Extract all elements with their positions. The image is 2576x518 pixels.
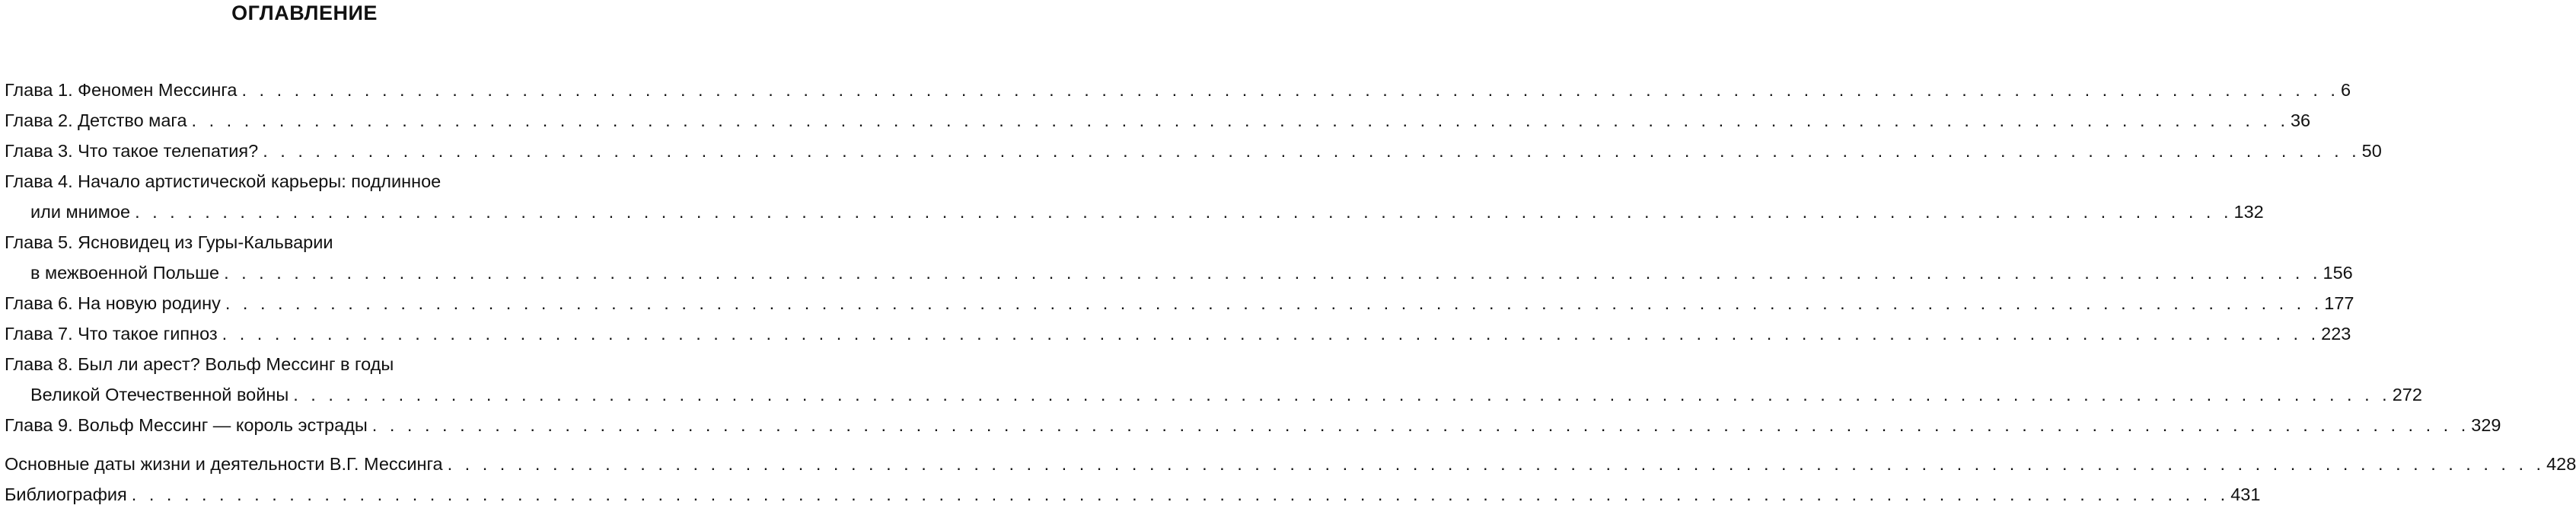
toc-entry — [5, 105, 2311, 136]
toc-entry-title: или мнимое — [30, 197, 135, 227]
dot-leader: . . . . . . . . . . . . . . . . . . . . . . . . . . . . . . . . . . . . . . . . . . . . . . . . . . . . . . . . . . . . . . . . . . . . . . . . . . . . . . . . . . . . . . . . . . . . . . . . . . . . . . . . . . . . . . . . . . . . . . . . — [225, 293, 2323, 313]
toc-entry-title: Глава 5. Ясновидец из Гуры-Кальварии — [5, 232, 333, 252]
toc-page-number: 132 — [2233, 202, 2264, 222]
toc-entry-continuation — [5, 257, 2353, 288]
dot-leader: . . . . . . . . . . . . . . . . . . . . . . . . . . . . . . . . . . . . . . . . . . . . . . . . . . . . . . . . . . . . . . . . . . . . . . . . . . . . . . . . . . . . . . . . . . . . . . . . . . . . . . . . . . . . . . . . . . . . . . . . — [371, 415, 2470, 435]
toc-page-number: 431 — [2230, 484, 2261, 504]
toc-page-number: 329 — [2471, 415, 2501, 435]
toc-page-number: 223 — [2321, 324, 2351, 344]
toc-entry-continuation — [5, 197, 2264, 227]
dot-leader: . . . . . . . . . . . . . . . . . . . . . . . . . . . . . . . . . . . . . . . . . . . . . . . . . . . . . . . . . . . . . . . . . . . . . . . . . . . . . . . . . . . . . . . . . . . . . . . . . . . . . . . . . . . . . . . . . . . . . . . . — [191, 110, 2289, 130]
toc-entry-title: Библиография — [5, 479, 132, 510]
toc-page-number: 36 — [2290, 110, 2311, 130]
toc-entry — [5, 318, 2351, 349]
dot-leader: . . . . . . . . . . . . . . . . . . . . . . . . . . . . . . . . . . . . . . . . . . . . . . . . . . . . . . . . . . . . . . . . . . . . . . . . . . . . . . . . . . . . . . . . . . . . . . . . . . . . . . . . . . . . . . . . . . . . . . . . — [241, 80, 2339, 100]
toc-entry-line — [5, 349, 603, 379]
toc-entry-title: Основные даты жизни и деятельности В.Г. Мессинга — [5, 449, 448, 479]
toc-entry — [5, 227, 2353, 288]
toc-entry-line — [5, 479, 2261, 510]
toc-entry-continuation — [5, 379, 2422, 410]
dot-leader: . . . . . . . . . . . . . . . . . . . . . . . . . . . . . . . . . . . . . . . . . . . . . . . . . . . . . . . . . . . . . . . . . . . . . . . . . . . . . . . . . . . . . . . . . . . . . . . . . . . . . . . . . . . . . . . . . . . . . . . . — [131, 484, 2230, 504]
toc-page-number: 50 — [2361, 141, 2382, 161]
toc-entry-title: Глава 7. Что такое гипноз — [5, 318, 222, 349]
toc-entry-line — [5, 136, 2382, 166]
dot-leader: . . . . . . . . . . . . . . . . . . . . . . . . . . . . . . . . . . . . . . . . . . . . . . . . . . . . . . . . . . . . . . . . . . . . . . . . . . . . . . . . . . . . . . . . . . . . . . . . . . . . . . . . . . . . . . . . . . . . . . . . — [447, 454, 2546, 474]
dot-leader: . . . . . . . . . . . . . . . . . . . . . . . . . . . . . . . . . . . . . . . . . . . . . . . . . . . . . . . . . . . . . . . . . . . . . . . . . . . . . . . . . . . . . . . . . . . . . . . . . . . . . . . . . . . . . . . . . . . . . . . . — [263, 141, 2361, 161]
toc-entry — [5, 166, 2264, 227]
toc-entry-line — [5, 410, 2501, 440]
toc-entry-line — [5, 449, 2576, 479]
toc-entry-title: Глава 3. Что такое телепатия? — [5, 136, 263, 166]
toc-entry-line — [5, 288, 2354, 318]
toc-entry — [5, 349, 2422, 410]
toc-entry — [5, 136, 2382, 166]
toc-entry-line — [5, 166, 603, 197]
toc-entry-line — [5, 227, 603, 257]
toc-page-number: 6 — [2340, 80, 2351, 100]
dot-leader: . . . . . . . . . . . . . . . . . . . . . . . . . . . . . . . . . . . . . . . . . . . . . . . . . . . . . . . . . . . . . . . . . . . . . . . . . . . . . . . . . . . . . . . . . . . . . . . . . . . . . . . . . . . . . . . . . . . . . . . . — [222, 324, 2320, 344]
toc-entry-title: Глава 9. Вольф Мессинг — король эстрады — [5, 410, 372, 440]
toc-entry-title: Великой Отечественной войны — [30, 379, 293, 410]
dot-leader: . . . . . . . . . . . . . . . . . . . . . . . . . . . . . . . . . . . . . . . . . . . . . . . . . . . . . . . . . . . . . . . . . . . . . . . . . . . . . . . . . . . . . . . . . . . . . . . . . . . . . . . . . . . . . . . . . . . . . . . . — [224, 263, 2322, 283]
toc-entry-line — [5, 105, 2311, 136]
toc-entry — [5, 410, 2501, 440]
page-title: ОГЛАВЛЕНИЕ — [231, 2, 378, 24]
dot-leader: . . . . . . . . . . . . . . . . . . . . . . . . . . . . . . . . . . . . . . . . . . . . . . . . . . . . . . . . . . . . . . . . . . . . . . . . . . . . . . . . . . . . . . . . . . . . . . . . . . . . . . . . . . . . . . . . . . . . . . . . — [293, 385, 2391, 404]
toc-entry-title: Глава 8. Был ли арест? Вольф Мессинг в годы — [5, 354, 394, 374]
toc-entry-title: Глава 6. На новую родину — [5, 288, 225, 318]
toc-page-number: 156 — [2323, 263, 2353, 283]
toc-entry-line — [5, 318, 2351, 349]
dot-leader: . . . . . . . . . . . . . . . . . . . . . . . . . . . . . . . . . . . . . . . . . . . . . . . . . . . . . . . . . . . . . . . . . . . . . . . . . . . . . . . . . . . . . . . . . . . . . . . . . . . . . . . . . . . . . . . . . . . . . . . . — [135, 202, 2233, 222]
toc-entry-title: Глава 2. Детство мага — [5, 105, 192, 136]
toc-entry — [5, 288, 2354, 318]
toc-page-number: 428 — [2546, 454, 2576, 474]
toc-page-number: 177 — [2324, 293, 2354, 313]
toc-entry — [5, 479, 2261, 510]
toc-entry — [5, 75, 2351, 105]
toc-page-number: 272 — [2392, 385, 2422, 404]
toc-entry-title: в межвоенной Польше — [30, 257, 224, 288]
toc-entry-title: Глава 1. Феномен Мессинга — [5, 75, 242, 105]
table-of-contents — [5, 75, 2576, 510]
toc-entry-line — [5, 75, 2351, 105]
toc-entry-title: Глава 4. Начало артистической карьеры: подлинное — [5, 171, 442, 191]
toc-entry — [5, 449, 2576, 479]
